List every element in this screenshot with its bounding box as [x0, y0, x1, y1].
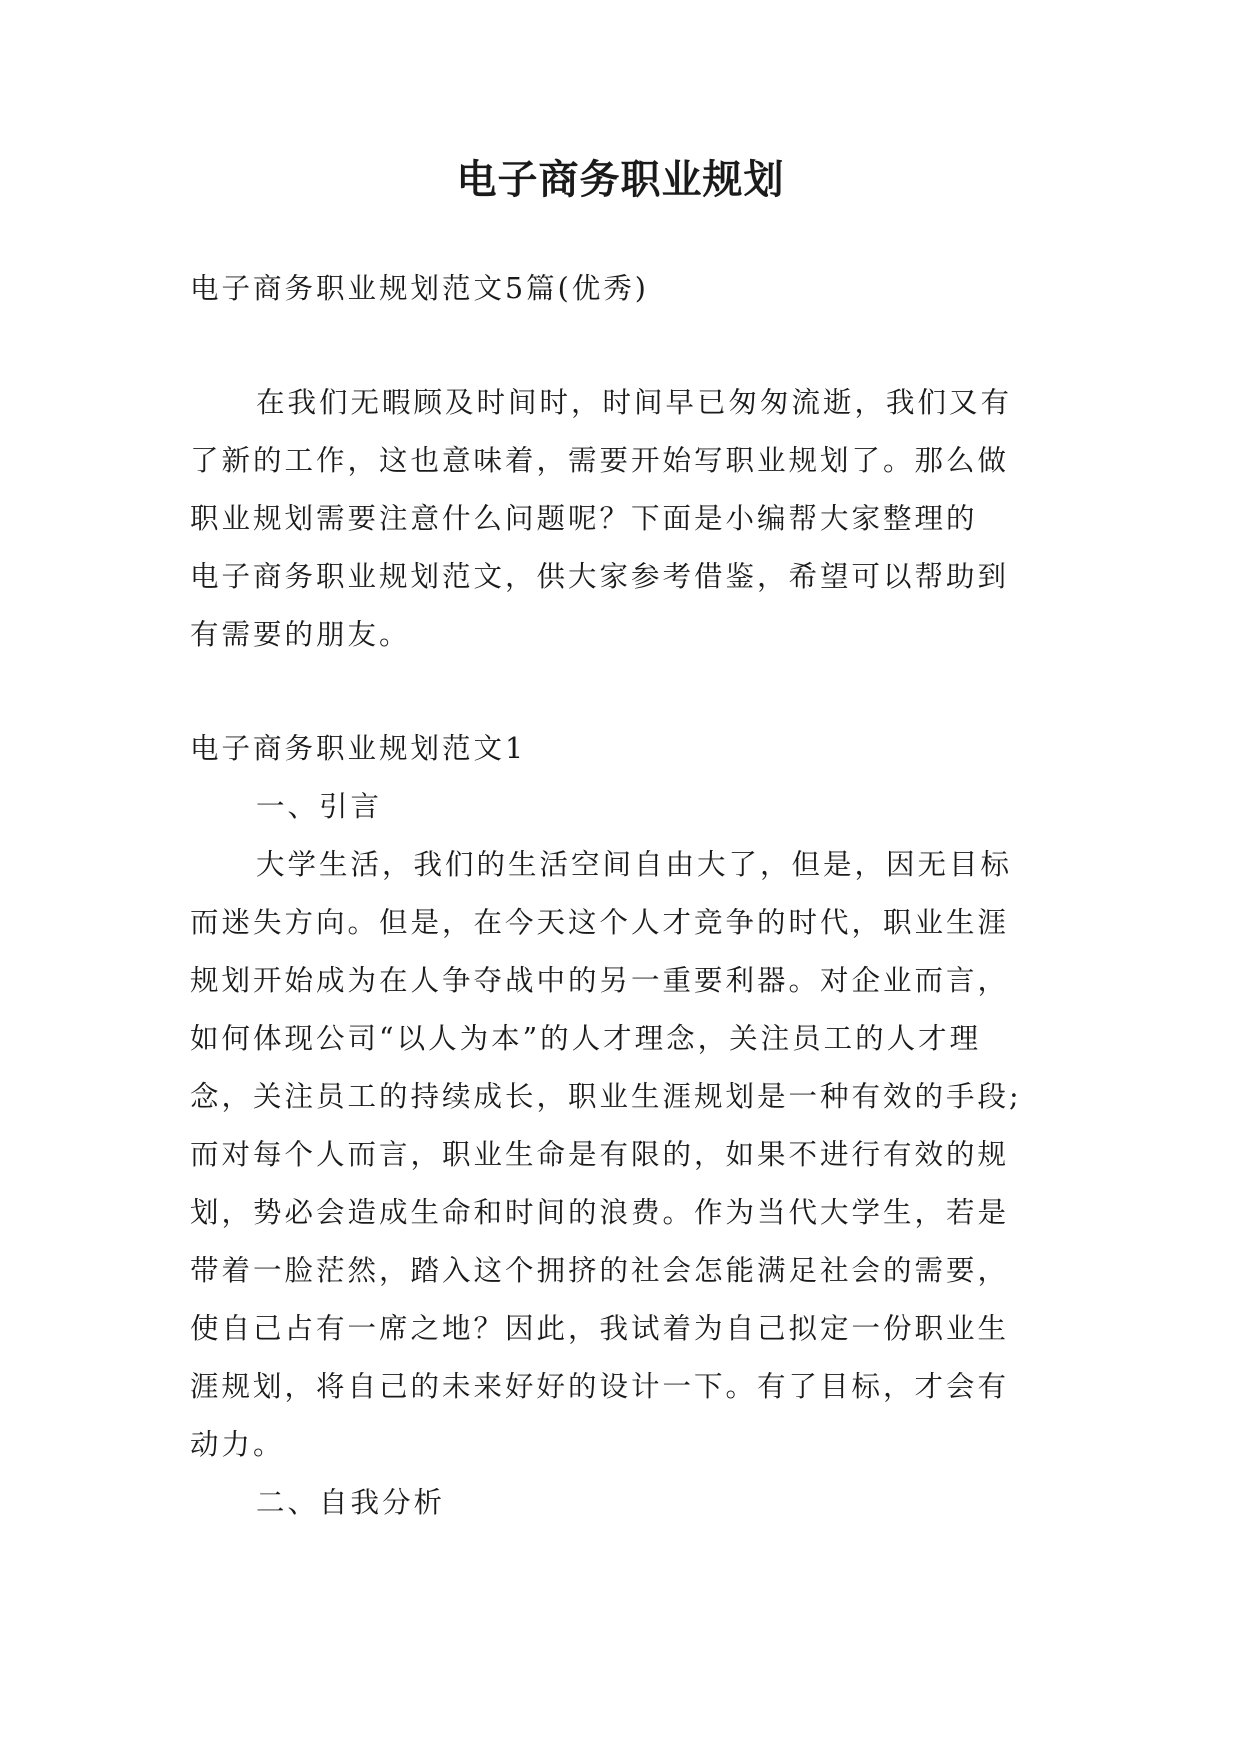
paragraph-line: 而对每个人而言，职业生命是有限的，如果不进行有效的规: [190, 1138, 1010, 1171]
paragraph-line: 职业规划需要注意什么问题呢？下面是小编帮大家整理的: [190, 502, 978, 535]
paragraph-line: 念，关注员工的持续成长，职业生涯规划是一种有效的手段;: [190, 1080, 1022, 1113]
paragraph-line: 在我们无暇顾及时间时，时间早已匆匆流逝，我们又有: [256, 386, 1013, 419]
paragraph-line: 有需要的朋友。: [190, 618, 411, 651]
paragraph-line: 规划开始成为在人争夺战中的另一重要利器。对企业而言，: [190, 964, 1010, 997]
paragraph-line: 了新的工作，这也意味着，需要开始写职业规划了。那么做: [190, 444, 1010, 477]
paragraph-line: 带着一脸茫然，踏入这个拥挤的社会怎能满足社会的需要，: [190, 1254, 1010, 1287]
paragraph-line: 大学生活，我们的生活空间自由大了，但是，因无目标: [256, 848, 1013, 881]
paragraph-line: 动力。: [190, 1428, 285, 1461]
document-subtitle: 电子商务职业规划范文5篇(优秀): [190, 272, 649, 305]
paragraph-spacer: [190, 318, 1050, 374]
paragraph-spacer: [190, 664, 1050, 720]
intro-paragraph: [190, 374, 1050, 664]
document-title: 电子商务职业规划: [456, 157, 785, 203]
paragraph-line: 如何体现公司“以人为本”的人才理念，关注员工的人才理: [190, 1022, 982, 1055]
paragraph-line: 而迷失方向。但是，在今天这个人才竞争的时代，职业生涯: [190, 906, 1010, 939]
section-heading: 电子商务职业规划范文1: [190, 732, 527, 765]
paragraph-line: 使自己占有一席之地？因此，我试着为自己拟定一份职业生: [190, 1312, 1010, 1345]
introduction-paragraph: [190, 836, 1050, 1474]
document-body: [190, 260, 1050, 1532]
paragraph-line: 划，势必会造成生命和时间的浪费。作为当代大学生，若是: [190, 1196, 1010, 1229]
part-heading-self-analysis: 二、自我分析: [256, 1486, 446, 1519]
paragraph-line: 电子商务职业规划范文，供大家参考借鉴，希望可以帮助到: [190, 560, 1010, 593]
paragraph-line: 涯规划，将自己的未来好好的设计一下。有了目标，才会有: [190, 1370, 1010, 1403]
part-heading-introduction: 一、引言: [256, 790, 383, 823]
